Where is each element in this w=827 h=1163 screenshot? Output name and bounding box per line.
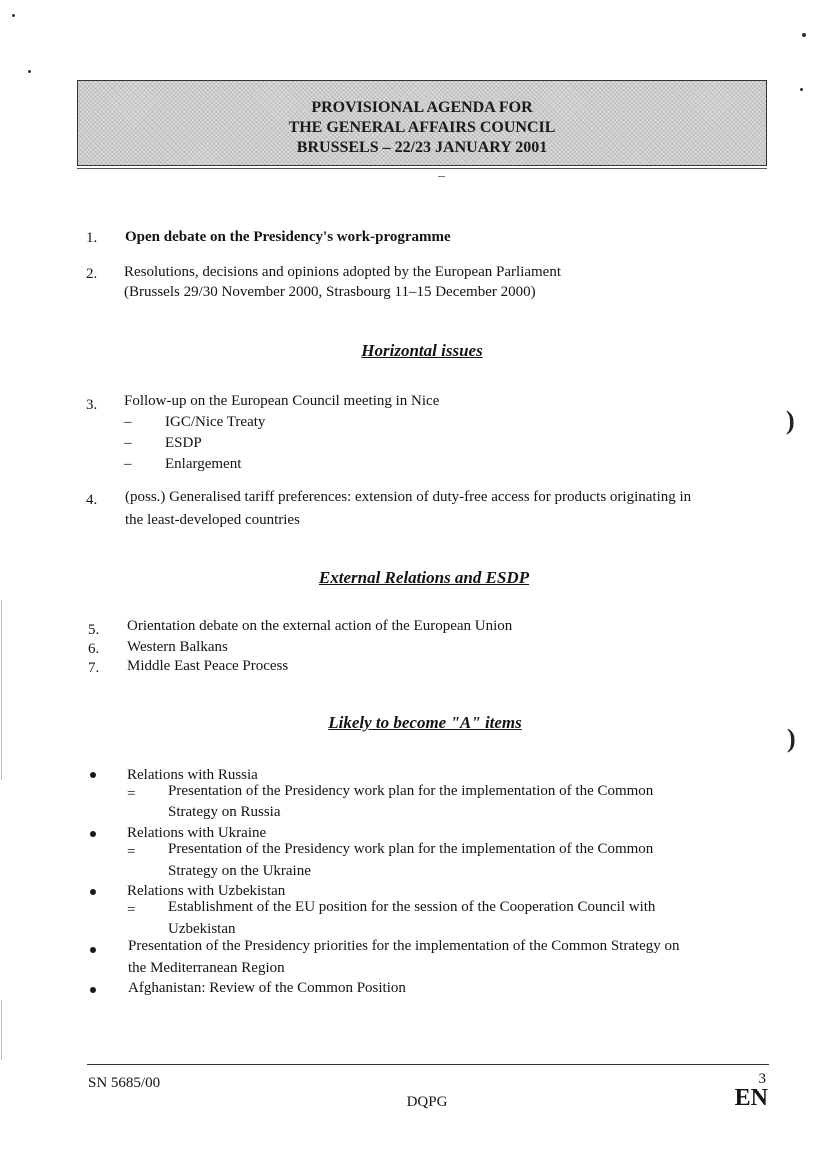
item-2-text-line-2: (Brussels 29/30 November 2000, Strasbourg 11–15 December 2000) (124, 284, 536, 300)
dash-marker: – (124, 414, 132, 430)
scan-speck (12, 14, 15, 17)
a-item-2-sub-line-2: Strategy on the Ukraine (168, 863, 311, 879)
footer-department: DQPG (406, 1094, 448, 1110)
scan-speck (802, 33, 806, 37)
agenda-header-box (77, 80, 767, 166)
header-tick-mark (438, 176, 445, 177)
item-number: 7. (88, 660, 100, 676)
a-item-3-sub-line-1: Establishment of the EU position for the session of the Cooperation Council with (168, 899, 656, 915)
bullet-icon (90, 889, 96, 895)
a-item-4-text-line-1: Presentation of the Presidency priorities for the implementation of the Common Strategy on (128, 938, 680, 954)
header-line-3: BRUSSELS – 22/23 JANUARY 2001 (296, 139, 548, 156)
header-line-1: PROVISIONAL AGENDA FOR (311, 99, 533, 116)
item-3-sub-1: IGC/Nice Treaty (165, 414, 266, 430)
item-number: 6. (88, 641, 100, 657)
scan-speck (800, 88, 803, 91)
bullet-icon (90, 772, 96, 778)
a-item-1-sub-line-1: Presentation of the Presidency work plan for the implementation of the Common (168, 783, 654, 799)
item-number: 1. (86, 230, 98, 246)
a-item-1-text: Relations with Russia (127, 767, 258, 783)
header-line-2: THE GENERAL AFFAIRS COUNCIL (288, 119, 556, 136)
section-title-horizontal-issues: Horizontal issues (361, 341, 483, 360)
a-item-3-sub-line-2: Uzbekistan (168, 921, 236, 937)
item-5-text: Orientation debate on the external action of the European Union (127, 618, 513, 634)
dash-marker: – (124, 435, 132, 451)
header-underline (77, 168, 767, 169)
item-3-sub-2: ESDP (165, 435, 202, 451)
item-4-text-line-2: the least-developed countries (125, 512, 300, 528)
item-4-text-line-1: (poss.) Generalised tariff preferences: extension of duty-free access for products originating in (125, 489, 692, 505)
item-2-text-line-1: Resolutions, decisions and opinions adopted by the European Parliament (124, 264, 562, 280)
a-item-4-text-line-2: the Mediterranean Region (128, 960, 285, 976)
section-title-external-relations: External Relations and ESDP (318, 568, 530, 587)
footer-language-code: EN (734, 1085, 768, 1111)
a-item-2-sub-line-1: Presentation of the Presidency work plan for the implementation of the Common (168, 841, 654, 857)
item-3-text: Follow-up on the European Council meeting in Nice (124, 393, 440, 409)
scan-speck (28, 70, 31, 73)
equals-marker: = (127, 902, 136, 918)
item-7-text: Middle East Peace Process (127, 658, 289, 674)
bullet-icon (90, 987, 96, 993)
dash-marker: – (124, 456, 132, 472)
bullet-icon (90, 947, 96, 953)
equals-marker: = (127, 786, 136, 802)
a-item-2-text: Relations with Ukraine (127, 825, 267, 841)
footer-doc-ref: SN 5685/00 (88, 1075, 161, 1091)
a-item-1-sub-line-2: Strategy on Russia (168, 804, 281, 820)
a-item-3-text: Relations with Uzbekistan (127, 883, 286, 899)
item-1-text: Open debate on the Presidency's work-programme (125, 229, 451, 245)
item-number: 2. (86, 266, 98, 282)
item-number: 5. (88, 622, 100, 638)
margin-hole-mark: ) (786, 406, 795, 435)
footer-rule (87, 1064, 769, 1065)
equals-marker: = (127, 844, 136, 860)
item-6-text: Western Balkans (127, 639, 228, 655)
item-number: 3. (86, 397, 98, 413)
bullet-icon (90, 831, 96, 837)
a-item-5-text: Afghanistan: Review of the Common Position (128, 980, 406, 996)
margin-hole-mark: ) (787, 724, 796, 753)
item-3-sub-3: Enlargement (165, 456, 242, 472)
scan-edge-line (1, 600, 2, 780)
section-title-a-items: Likely to become "A" items (328, 713, 522, 732)
item-number: 4. (86, 492, 98, 508)
footer-page-number: 3 (758, 1071, 766, 1087)
scan-edge-line (1, 1000, 2, 1060)
